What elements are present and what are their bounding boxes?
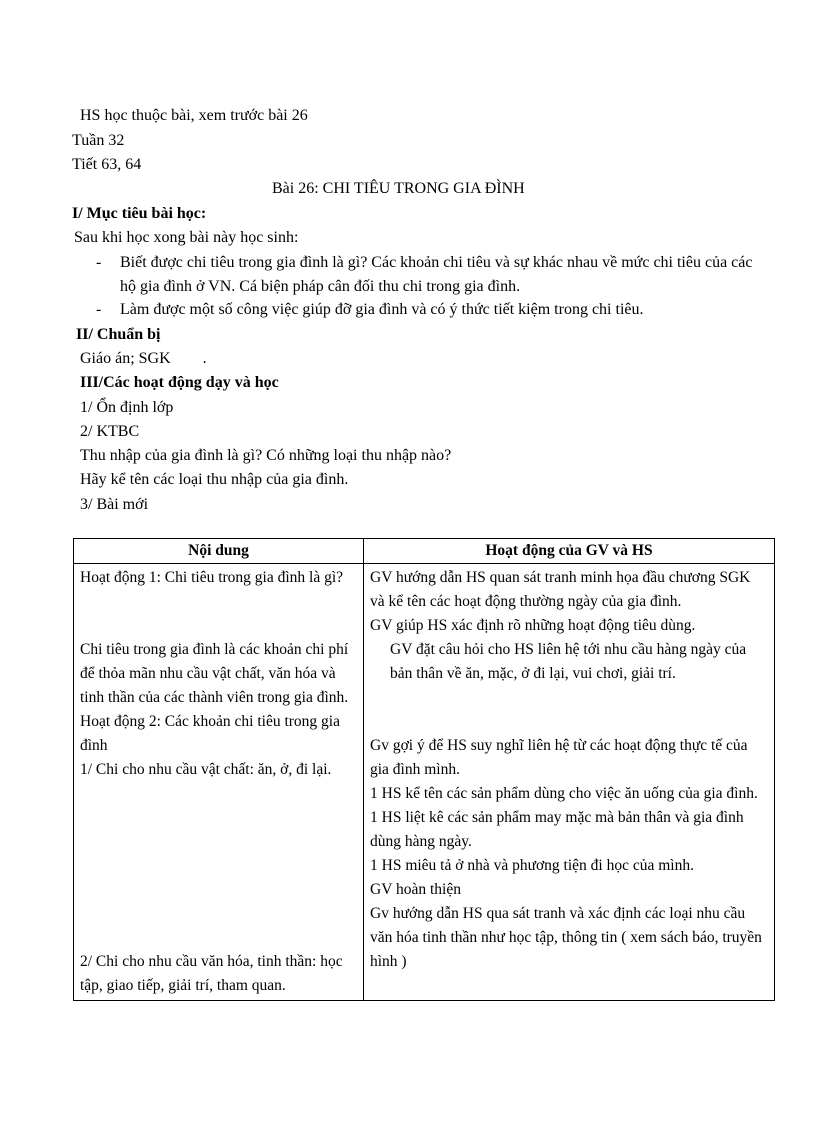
teacher-activity-cell — [364, 564, 775, 1001]
bullet-dash: - — [96, 301, 102, 318]
bullet-dash: - — [96, 254, 102, 271]
teacher-step: GV hoàn thiện — [370, 881, 461, 898]
teacher-step: GV giúp HS xác định rõ những hoạt động tiêu dùng. — [370, 617, 696, 634]
step-3: 3/ Bài mới — [80, 496, 149, 513]
table-row — [74, 564, 775, 1001]
teacher-step: GV đặt câu hỏi cho HS liên hệ tới nhu cầu hàng ngày của bản thân về ăn, mặc, ở đi lại, vui chơi, giải trí. — [390, 641, 747, 682]
objective-item-1: Biết được chi tiêu trong gia đình là gì? Các khoản chi tiêu và sự khác nhau về mức chi tiêu của các hộ gia đình ở VN. Cá biện pháp cân đối thu chi trong gia đình. — [120, 254, 753, 295]
spacer — [80, 926, 357, 950]
preparation-heading: II/ Chuẩn bị — [76, 326, 161, 343]
step-2: 2/ KTBC — [80, 423, 140, 440]
col-header-activities: Hoạt động của GV và HS — [364, 539, 775, 564]
week-label: Tuần 32 — [72, 132, 125, 149]
lesson-title: Bài 26: CHI TIÊU TRONG GIA ĐÌNH — [272, 180, 525, 197]
objectives-heading: I/ Mục tiêu bài học: — [72, 205, 207, 222]
teacher-step: Gv gợi ý để HS suy nghĩ liên hệ từ các hoạt động thực tế của gia đình mình. — [370, 737, 748, 778]
student-step: 1 HS kể tên các sản phẩm dùng cho việc ăn uống của gia đình. — [370, 785, 758, 802]
homework-note: HS học thuộc bài, xem trước bài 26 — [80, 107, 308, 124]
preparation-text: Giáo án; SGK . — [80, 350, 207, 367]
teacher-step: Gv hướng dẫn HS qua sát tranh và xác định các loại nhu cầu văn hóa tinh thần như học tập, thông tin ( xem sách báo, truyền hình ) — [370, 905, 762, 970]
activities-heading: III/Các hoạt động dạy và học — [80, 374, 279, 391]
student-step: 1 HS miêu tả ở nhà và phương tiện đi học của mình. — [370, 857, 694, 874]
spacer — [80, 614, 357, 638]
spacer — [80, 902, 357, 926]
review-question-2: Hãy kể tên các loại thu nhập của gia đình. — [80, 471, 349, 488]
review-question-1: Thu nhập của gia đình là gì? Có những loại thu nhập nào? — [80, 447, 452, 464]
content-cell — [74, 564, 364, 1001]
objective-item-2: Làm được một số công việc giúp đỡ gia đình và có ý thức tiết kiệm trong chi tiêu. — [120, 301, 644, 318]
spacer — [80, 806, 357, 830]
spacer — [80, 878, 357, 902]
lesson-table — [73, 538, 775, 1001]
spending-definition: Chi tiêu trong gia đình là các khoản chi phí để thỏa mãn nhu cầu vật chất, văn hóa và tinh thần của các thành viên trong gia đình. — [80, 641, 349, 706]
material-needs-item: 1/ Chi cho nhu cầu vật chất: ăn, ở, đi lại. — [80, 761, 332, 778]
spacer — [80, 854, 357, 878]
spacer — [80, 830, 357, 854]
col-header-content: Nội dung — [74, 539, 364, 564]
objectives-intro: Sau khi học xong bài này học sinh: — [74, 229, 299, 246]
cultural-needs-item: 2/ Chi cho nhu cầu văn hóa, tinh thần: học tập, giao tiếp, giải trí, tham quan. — [80, 953, 343, 994]
spacer — [370, 686, 768, 710]
spacer — [370, 710, 768, 734]
periods-label: Tiết 63, 64 — [72, 156, 142, 173]
activity-1-heading: Hoạt động 1: Chi tiêu trong gia đình là gì? — [80, 569, 344, 586]
student-step: 1 HS liệt kê các sản phẩm may mặc mà bản thân và gia đình dùng hàng ngày. — [370, 809, 744, 850]
spacer — [80, 590, 357, 614]
table-header-row — [74, 539, 775, 564]
activity-2-heading: Hoạt động 2: Các khoản chi tiêu trong gia đình — [80, 713, 340, 754]
spacer — [80, 782, 357, 806]
teacher-step: GV hướng dẫn HS quan sát tranh minh họa đầu chương SGK và kể tên các hoạt động thường ngày của gia đình. — [370, 569, 751, 610]
step-1: 1/ Ổn định lớp — [80, 399, 174, 416]
